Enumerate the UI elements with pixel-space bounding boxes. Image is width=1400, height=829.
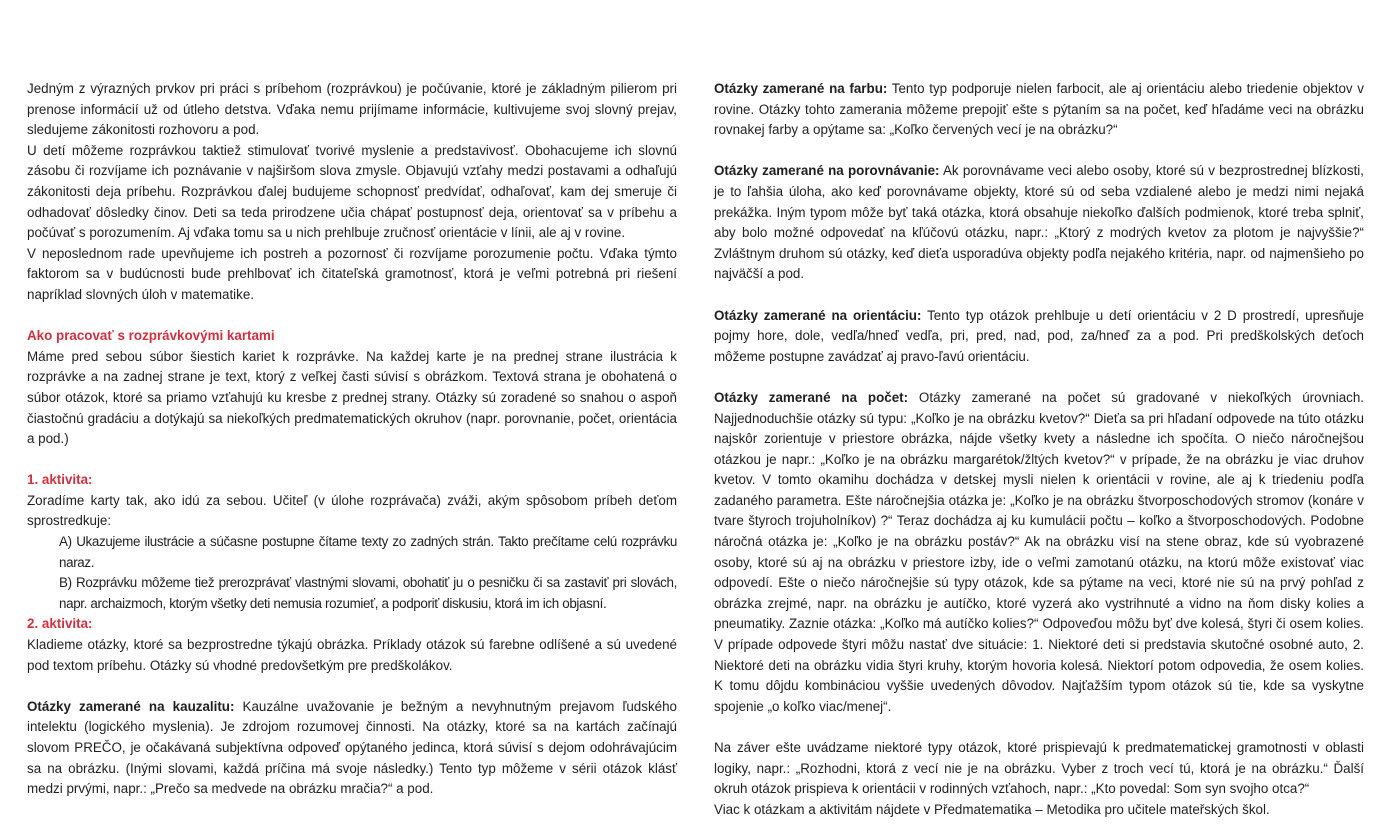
- comparison-label: Otázky zamerané na porovnávanie:: [714, 163, 940, 179]
- cards-heading: Ako pracovať s rozprávkovými kartami: [27, 328, 275, 344]
- activity-1-option-b: B) Rozprávku môžeme tiež prerozprávať vlastnými slovami, obohatiť ju o pesničku či sa zastaviť pri slovách, napr. archaizmoch, ktorým všetky deti nemusia rozumieť, a podporiť diskusiu, ktorá im ich objasní.: [59, 575, 677, 611]
- count-label: Otázky zamerané na počet:: [714, 389, 909, 405]
- count-text: Otázky zamerané na počet sú gradované v niekoľkých úrovniach. Najjednoduchšie otázky sú typu: „Koľko je na obrázku kvetov?“ Dieťa sa pri hľadaní odpovede na túto otázku najskôr zorientuje v priestore obrázka, nájde všetky kvety a následne ich spočíta. O niečo náročnejšou otázkou je napr.: „Koľko je na obrázku margarétok/žltých kvetov?“ v prípade, že na obrázku je viac druhov kvetov. V tomto okamihu dochádza v detskej mysli nielen k orientácii v rovine, ale aj k triedeniu podľa zadaného parametra. Ešte náročnejšia otázka je: „Koľko je na obrázku štvorposchodových stromov (konáre v tvare štyroch trojuholníkov) ?“ Teraz dochádza aj ku kumulácii počtu – koľko a štvorposchodových. Podobne náročná otázka je: „Koľko je na obrázku postáv?“ Ak na obrázku visí na stene obraz, kde sú vyobrazené osoby, ktoré sú aj na obrázku v priestore izby, ide o veľmi zamotanú otázku, na ktorú môže existovať viac odpovedí. Ešte o niečo náročnejšie sú typy otázok, kde sa pýtame na veci, ktoré nie sú na prvý pohľad z obrázka zrejmé, napr. na obrázku je autíčko, ktoré vyzerá ako vystrihnuté a vidno na ňom disky kolies a pneumatiky. Zaznie otázka: „Koľko má autíčko kolies?“ Odpoveďou môžu byť dve kolesá, štyri či osem kolies. V prípade odpovede štyri môžu nastať dve situácie: 1. Niektoré deti si predstavia skutočné osobné auto, 2. Niektoré deti na obrázku vidia štyri kruhy, ktorým hovoria kolesá. Niektorí potom odpovedia, že osem kolies. K tomu dôjdu kombináciou vyššie uvedených dôvodov. Najťažším typom otázok sú tie, kde sa vyskytne spojenie „o koľko viac/menej“.: [714, 389, 1365, 714]
- color-label: Otázky zamerané na farbu:: [714, 81, 888, 96]
- color-paragraph: [714, 79, 1364, 141]
- comparison-text: Ak porovnávame veci alebo osoby, ktoré sú v bezprostrednej blízkosti, je to ľahšia úloha, ako keď porovnávame objekty, ktoré sú od seba vzdialené alebo je medzi nimi nejaká prekážka. Iným typom môže byť taká otázka, ktorá obsahuje niekoľko ďalších podmienok, ktoré treba splniť, aby bolo možné odpovedať na kľúčovú otázku, napr.: „Ktorý z modrých kvetov za plotom je najvyššie?“ Zvláštnym druhom sú otázky, keď dieťa usporadúva objekty podľa nejakého kritéria, napr. od najmenšieho po najväčší a pod.: [714, 163, 1364, 282]
- right-column: [714, 79, 1364, 820]
- count-paragraph: [714, 388, 1364, 718]
- comparison-paragraph: [714, 161, 1364, 285]
- closing-paragraph: Na záver ešte uvádzame niektoré typy otázok, ktoré prispievajú k predmatematickej gramotnosti v oblasti logiky, napr.: „Rozhodni, ktorá z vecí nie je na obrázku. Vyber z troch vecí tú, ktorá je na obrázku.“ Ďalší okruh otázok prispieva k orientácii v rodinných vzťahoch, napr.: „Kto povedal: Som syn svojho otca?“: [714, 740, 1364, 797]
- left-column: [27, 79, 677, 800]
- color-text: Tento typ podporuje nielen farbocit, ale aj orientáciu alebo triedenie objektov v rovine. Otázky tohto zamerania môžeme prepojiť ešte s pýtaním sa na počet, keď hľadáme veci na obrázku rovnakej farby a opýtame sa: „Koľko červených vecí je na obrázku?“: [714, 81, 1365, 138]
- causality-label: Otázky zamerané na kauzalitu:: [27, 698, 235, 714]
- causality-text: Kauzálne uvažovanie je bežným a nevyhnutným prejavom ľudského intelektu (logického myslenia). Je zdrojom rozumovej činnosti. Na otázky, ktoré sa na kartách začínajú slovom PREČO, je očakávaná subjektívna odpoveď opýtaného jedinca, ktorá súvisí s dejom odohrávajúcim sa na obrázku. (Inými slovami, každá príčina má svoje následky.) Tento typ môžeme v sérii otázok klásť medzi prvými, napr.: „Prečo sa medvede na obrázku mračia?“ a pod.: [27, 698, 677, 797]
- orientation-text: Tento typ otázok prehlbuje u detí orientáciu v 2 D prostredí, upresňuje pojmy hore, dole, vedľa/hneď vedľa, pri, pred, nad, pod, za/hneď za a pod. Pri predškolských deťoch môžeme postupne zavádzať aj pravo-ľavú orientáciu.: [714, 307, 1364, 364]
- activity-1-paragraph: Zoradíme karty tak, ako idú za sebou. Učiteľ (v úlohe rozprávača) zváži, akým spôsobom príbeh deťom sprostredkuje:: [27, 492, 677, 529]
- cards-paragraph: Máme pred sebou súbor šiestich kariet k rozprávke. Na každej karte je na prednej strane ilustrácia k rozprávke a na zadnej strane je text, ktorý z veľkej časti súvisí s obrázkom. Textová strana je obohatená o súbor otázok, ktoré sa priamo vzťahujú ku kresbe z prednej strany. Otázky sú zoradené so snahou o aspoň čiastočnú gradáciu a dotýkajú sa niekoľkých predmatematických okruhov (napr. porovnanie, počet, orientácia a pod.): [27, 348, 677, 447]
- causality-paragraph: [27, 697, 677, 800]
- orientation-label: Otázky zamerané na orientáciu:: [714, 307, 922, 323]
- intro-paragraph-2: U detí môžeme rozprávkou taktiež stimulovať tvorivé myslenie a predstavivosť. Obohacujeme ich slovnú zásobu či rozvíjame ich poznávanie v najširšom slova zmysle. Objavujú vzťahy medzi postavami a odhaľujú zákonitosti deja príbehu. Rozprávkou ďalej budujeme schopnosť predvídať, odhaľovať, kam dej smeruje či odhadovať dôsledky činov. Deti sa teda prirodzene učia chápať postupnosť deja, orientovať sa v príbehu a počúvať s porozumením. Aj vďaka tomu sa u nich prehlbuje zručnosť orientácie v línii, ale aj v rovine.: [27, 142, 677, 241]
- activity-1-heading: 1. aktivita:: [27, 472, 93, 488]
- intro-paragraph-3: V neposlednom rade upevňujeme ich postreh a pozornosť či rozvíjame porozumenie počtu. Vďaka týmto faktorom sa v budúcnosti bude prehlbovať ich čitateľská gramotnosť, ktorá je veľmi potrebná pri riešení napríklad slovných úloh v matematike.: [27, 245, 677, 302]
- orientation-paragraph: [714, 306, 1364, 368]
- intro-paragraph-1: Jedným z výrazných prvkov pri práci s príbehom (rozprávkou) je počúvanie, ktoré je základným pilierom pri prenose informácií už od útleho detstva. Vďaka nemu prijímame informácie, kultivujeme svoj slovný prejav, sledujeme zákonitosti rozhovoru a pod.: [27, 81, 677, 138]
- activity-2-heading: 2. aktivita:: [27, 616, 93, 632]
- activity-1-option-a: A) Ukazujeme ilustrácie a súčasne postupne čítame texty zo zadných strán. Takto prečítame celú rozprávku naraz.: [59, 534, 677, 570]
- closing-reference: Viac k otázkam a aktivitám nájdete v Předmatematika – Metodika pro učitele mateřských škol.: [714, 801, 1270, 817]
- activity-2-paragraph: Kladieme otázky, ktoré sa bezprostredne týkajú obrázka. Príklady otázok sú farebne odlíšené a sú uvedené pod textom príbehu. Otázky sú vhodné predovšetkým pre predškolákov.: [27, 637, 677, 673]
